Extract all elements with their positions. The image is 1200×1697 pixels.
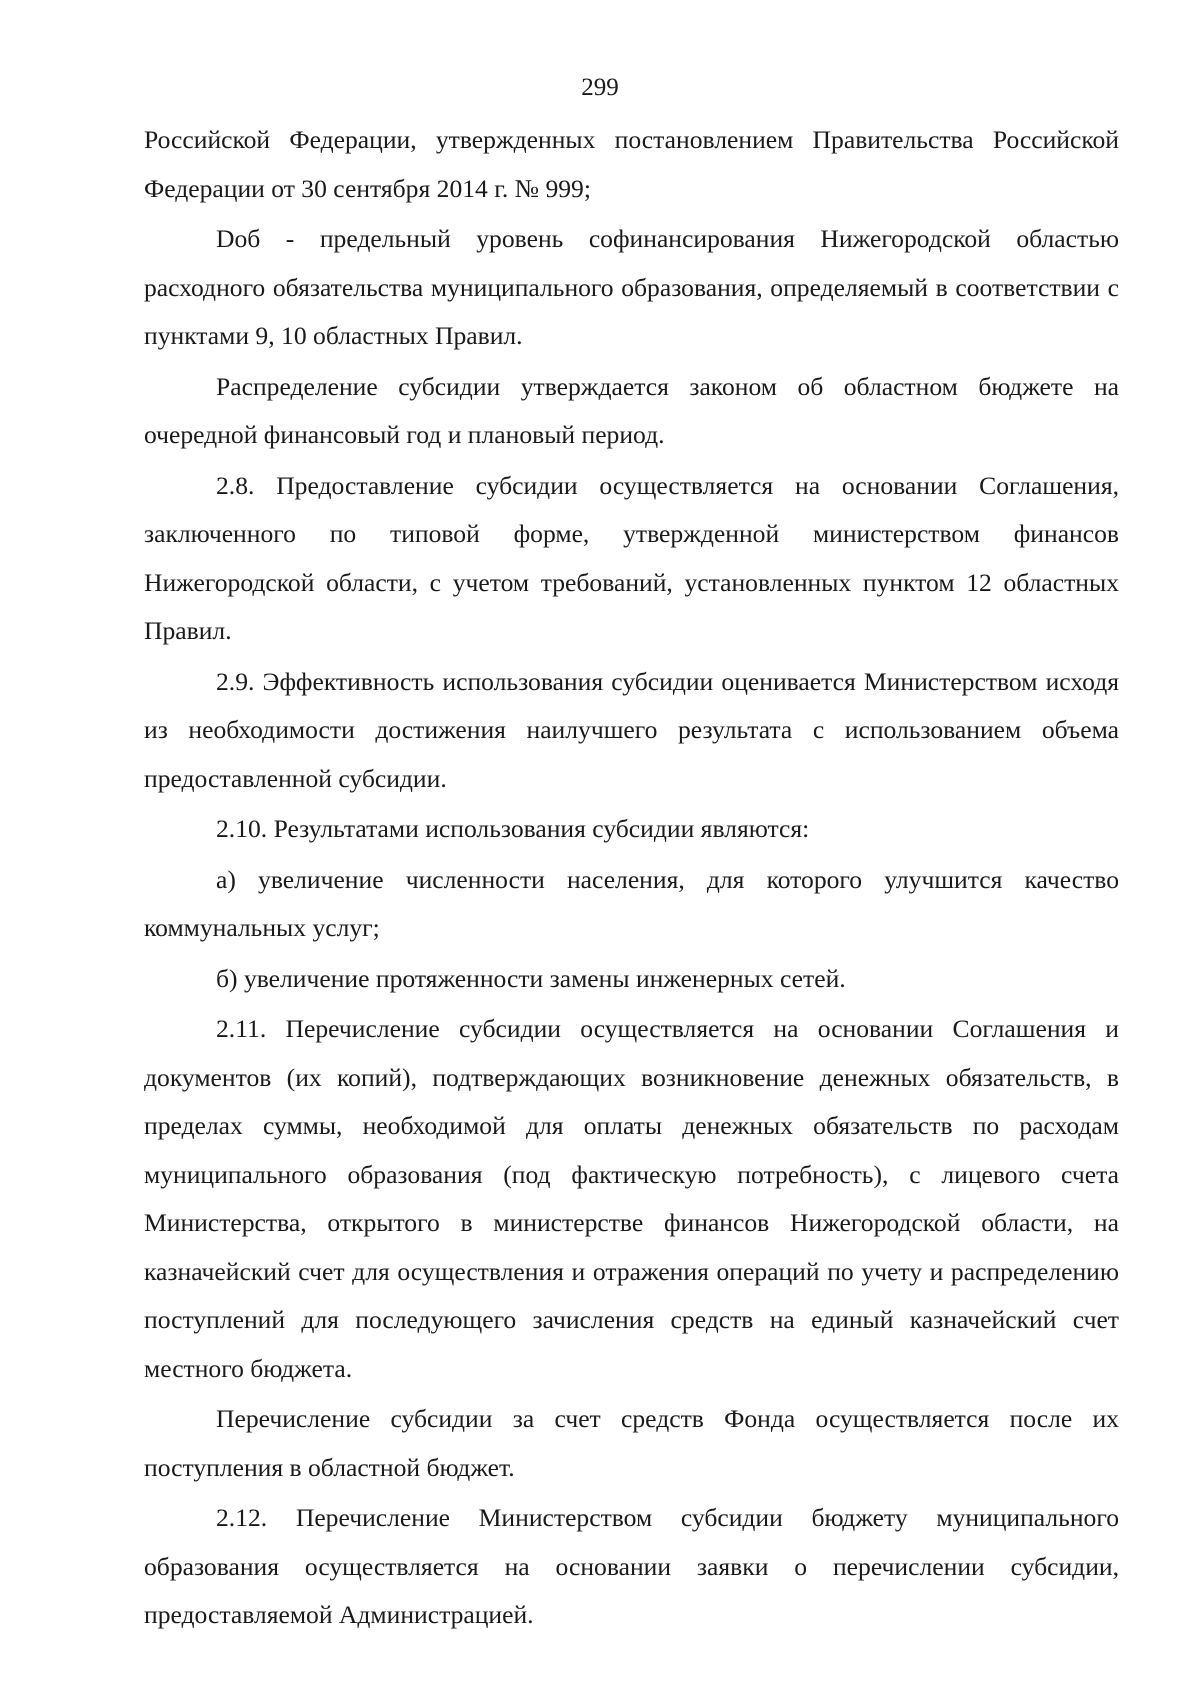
paragraph-fund-transfer: Перечисление субсидии за счет средств Фонда осуществляется после их поступления в областной бюджет. <box>144 1404 1119 1482</box>
document-body <box>144 116 1119 1640</box>
paragraph-distribution: Распределение субсидии утверждается законом об областном бюджете на очередной финансовый год и плановый период. <box>144 371 1119 449</box>
paragraph-clause-2-9: 2.9. Эффективность использования субсидии оценивается Министерством исходя из необходимости достижения наилучшего результата с использованием объема предоставленной субсидии. <box>144 666 1119 793</box>
paragraph-clause-2-11: 2.11. Перечисление субсидии осуществляется на основании Соглашения и документов (их копий), подтверждающих возникновение денежных обязательств, в пределах суммы, необходимой для оплаты денежных обязательств по расходам муниципального образования (под фактическую потребность), с лицевого счета Министерства, открытого в министерстве финансов Нижегородской области, на казначейский счет для осуществления и отражения операций по учету и распределению поступлений для последующего зачисления средств на единый казначейский счет местного бюджета. <box>144 1014 1119 1383</box>
paragraph-clause-2-12: 2.12. Перечисление Министерством субсидии бюджету муниципального образования осуществляется на основании заявки о перечислении субсидии, предоставляемой Администрацией. <box>144 1503 1119 1629</box>
paragraph-clause-2-10-b: б) увеличение протяженности замены инженерных сетей. <box>216 963 846 993</box>
paragraph-clause-2-10: 2.10. Результатами использования субсидии являются: <box>216 814 810 843</box>
paragraph-clause-2-8: 2.8. Предоставление субсидии осуществляется на основании Соглашения, заключенного по типовой форме, утвержденной министерством финансов Нижегородской области, с учетом требований, установленных пунктом 12 областных Правил. <box>144 470 1119 645</box>
page-number: 299 <box>581 74 619 101</box>
paragraph-continuation: Российской Федерации, утвержденных постановлением Правительства Российской Федерации от 30 сентября 2014 г. № 999; <box>144 125 1119 203</box>
paragraph-dob-definition: Dоб - предельный уровень софинансирования Нижегородской областью расходного обязательства муниципального образования, определяемый в соответствии с пунктами 9, 10 областных Правил. <box>144 224 1119 350</box>
paragraph-clause-2-10-a: а) увеличение численности населения, для которого улучшится качество коммунальных услуг; <box>144 864 1119 942</box>
